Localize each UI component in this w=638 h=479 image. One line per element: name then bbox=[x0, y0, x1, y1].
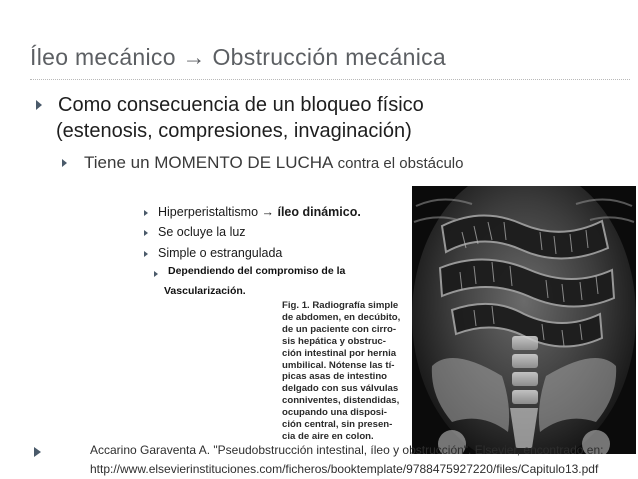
sub-sub-bullet bbox=[164, 261, 346, 301]
caption-line: sis hepática y obstruc- bbox=[282, 335, 386, 347]
xray-image bbox=[412, 186, 636, 454]
bullet-1 bbox=[58, 92, 424, 144]
sub-bullet-1-bold: íleo dinámico. bbox=[277, 205, 361, 219]
sub-bullet-1-text: Hiperperistaltismo → bbox=[158, 205, 278, 219]
bullet-2-post: contra el obstáculo bbox=[333, 155, 464, 172]
figure-caption bbox=[282, 300, 412, 443]
caption-line: ción central, sin presen- bbox=[282, 419, 393, 431]
reference-bullet-icon bbox=[34, 447, 42, 457]
caption-line: de abdomen, en decúbito, bbox=[282, 311, 401, 323]
sub-bullet-2: Se ocluye la luz bbox=[158, 225, 246, 239]
xray-graphic bbox=[412, 186, 636, 454]
bullet-marker-icon bbox=[62, 159, 67, 167]
bullet-2 bbox=[84, 153, 463, 173]
bullet-1-line-1: Como consecuencia de un bloqueo físico bbox=[58, 94, 424, 116]
title-divider bbox=[30, 79, 630, 80]
bullet-2-pre: Tiene un bbox=[84, 153, 155, 172]
bullet-marker-icon bbox=[154, 271, 158, 277]
reference-line-1: Accarino Garaventa A. "Pseudobstrucción intestinal, íleo y obstrucción". Elsevier, encontrado en: bbox=[90, 443, 604, 457]
bullet-marker-icon bbox=[144, 251, 148, 257]
caption-line: Fig. 1. Radiografía simple bbox=[282, 300, 399, 311]
slide-title: Íleo mecánico → Obstrucción mecánica bbox=[30, 44, 447, 70]
sub-sub-bullet-line-2: Vascularización. bbox=[164, 285, 246, 297]
caption-line: umbilical. Nótense las tí- bbox=[282, 359, 395, 371]
caption-line: picas asas de intestino bbox=[282, 371, 388, 383]
sub-bullet-3: Simple o estrangulada bbox=[158, 246, 283, 260]
caption-line: ocupando una disposi- bbox=[282, 407, 387, 419]
reference bbox=[90, 441, 603, 479]
caption-line: ción intestinal por hernia bbox=[282, 347, 397, 359]
bullet-2-emphasis: MOMENTO DE LUCHA bbox=[154, 153, 334, 172]
bullet-marker-icon bbox=[144, 230, 148, 236]
caption-line: delgado con sus válvulas bbox=[282, 383, 399, 395]
caption-line: cia de aire en colon. bbox=[282, 430, 374, 442]
caption-line: de un paciente con cirro- bbox=[282, 323, 397, 335]
bullet-marker-icon bbox=[36, 100, 42, 110]
reference-line-2: http://www.elsevierinstituciones.com/ficheros/booktemplate/9788475927220/files/Capitulo13.pdf bbox=[90, 462, 599, 476]
bullet-marker-icon bbox=[144, 210, 148, 216]
caption-line: conniventes, distendidas, bbox=[282, 395, 400, 407]
sub-bullet-1 bbox=[158, 205, 361, 219]
sub-sub-bullet-line-1: Dependiendo del compromiso de la bbox=[168, 265, 346, 277]
bullet-1-line-2: (estenosis, compresiones, invaginación) bbox=[56, 120, 412, 142]
